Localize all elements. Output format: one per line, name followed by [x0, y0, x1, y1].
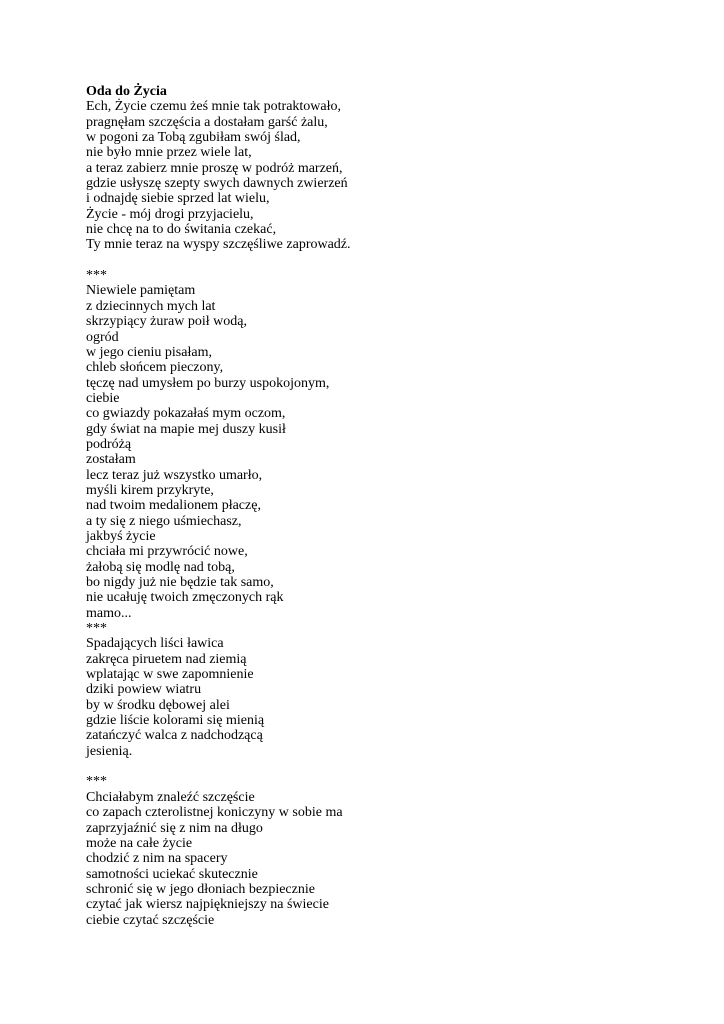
verse-line: samotności uciekać skutecznie [86, 866, 258, 882]
stanza-2 [86, 268, 686, 621]
stanza-3 [86, 621, 686, 759]
verse-line: a teraz zabierz mnie proszę w podróż marzeń, [86, 160, 343, 176]
verse-line: Życie - mój drogi przyjacielu, [86, 206, 254, 222]
verse-line: ciebie czytać szczęście [86, 912, 215, 928]
verse-line: Ty mnie teraz na wyspy szczęśliwe zaprowadź. [86, 237, 351, 253]
verse-line: bo nigdy już nie będzie tak samo, [86, 575, 274, 590]
verse-line: jakbyś życie [86, 528, 156, 544]
verse-line: zaprzyjaźnić się z nim na długo [86, 820, 263, 836]
verse-line: Ech, Życie czemu żeś mnie tak potraktowało, [86, 99, 342, 115]
verse-line: chciała mi przywrócić nowe, [86, 544, 248, 560]
verse-line: gdy świat na mapie mej duszy kusił [86, 421, 286, 437]
verse-line: ciebie [86, 390, 120, 406]
section-separator: *** [86, 774, 107, 790]
section-separator: *** [86, 268, 107, 284]
verse-line: podróżą [86, 436, 132, 452]
verse-line: w pogoni za Tobą zgubiłam swój ślad, [86, 130, 301, 146]
verse-line: z dziecinnych mych lat [86, 298, 216, 314]
verse-line: pragnęłam szczęścia a dostałam garść żalu, [86, 114, 328, 130]
verse-line: mamo... [86, 605, 132, 621]
verse-line: co gwiazdy pokazałaś mym oczom, [86, 406, 286, 422]
verse-line: a ty się z niego uśmiechasz, [86, 513, 242, 529]
verse-line: Spadających liści ławica [86, 636, 224, 652]
verse-line: lecz teraz już wszystko umarło, [86, 467, 263, 483]
verse-line: wplatając w swe zapomnienie [86, 667, 254, 683]
verse-line: tęczę nad umysłem po burzy uspokojonym, [86, 375, 330, 391]
verse-line: nie było mnie przez wiele lat, [86, 145, 252, 161]
verse-line: dziki powiew wiatru [86, 682, 202, 698]
verse-line: może na całe życie [86, 835, 193, 851]
blank-line [86, 253, 686, 268]
verse-line: by w środku dębowej alei [86, 697, 230, 713]
verse-line: schronić się w jego dłoniach bezpiecznie [86, 881, 315, 897]
verse-line: czytać jak wiersz najpiękniejszy na świecie [86, 897, 329, 913]
verse-line: Niewiele pamiętam [86, 283, 196, 299]
stanza-1 [86, 99, 686, 252]
verse-line: i odnajdę siebie sprzed lat wielu, [86, 191, 270, 207]
verse-line: w jego cieniu pisałam, [86, 344, 212, 360]
verse-line: nie chcę na to do świtania czekać, [86, 222, 277, 238]
verse-line: ogród [86, 329, 119, 345]
blank-line [86, 759, 686, 774]
poem-title: Oda do Życia [86, 84, 167, 99]
verse-line: chodzić z nim na spacery [86, 851, 228, 867]
verse-line: zatańczyć walca z nadchodzącą [86, 728, 263, 744]
verse-line: jesienią. [86, 743, 133, 759]
verse-line: gdzie usłyszę szepty swych dawnych zwierzeń [86, 176, 348, 192]
verse-line: nad twoim medalionem płaczę, [86, 498, 261, 514]
verse-line: skrzypiący żuraw poił wodą, [86, 314, 247, 330]
verse-line: żałobą się modlę nad tobą, [86, 559, 235, 575]
section-separator: *** [86, 621, 107, 637]
document-page [86, 84, 686, 928]
verse-line: chleb słońcem pieczony, [86, 360, 224, 376]
verse-line: co zapach czterolistnej koniczyny w sobie ma [86, 805, 343, 821]
verse-line: Chciałabym znaleźć szczęście [86, 789, 255, 805]
verse-line: gdzie liście kolorami się mienią [86, 713, 265, 729]
verse-line: nie ucałuję twoich zmęczonych rąk [86, 590, 284, 606]
verse-line: zakręca piruetem nad ziemią [86, 651, 247, 667]
verse-line: myśli kirem przykryte, [86, 482, 214, 498]
stanza-4 [86, 774, 686, 927]
verse-line: zostałam [86, 452, 136, 468]
